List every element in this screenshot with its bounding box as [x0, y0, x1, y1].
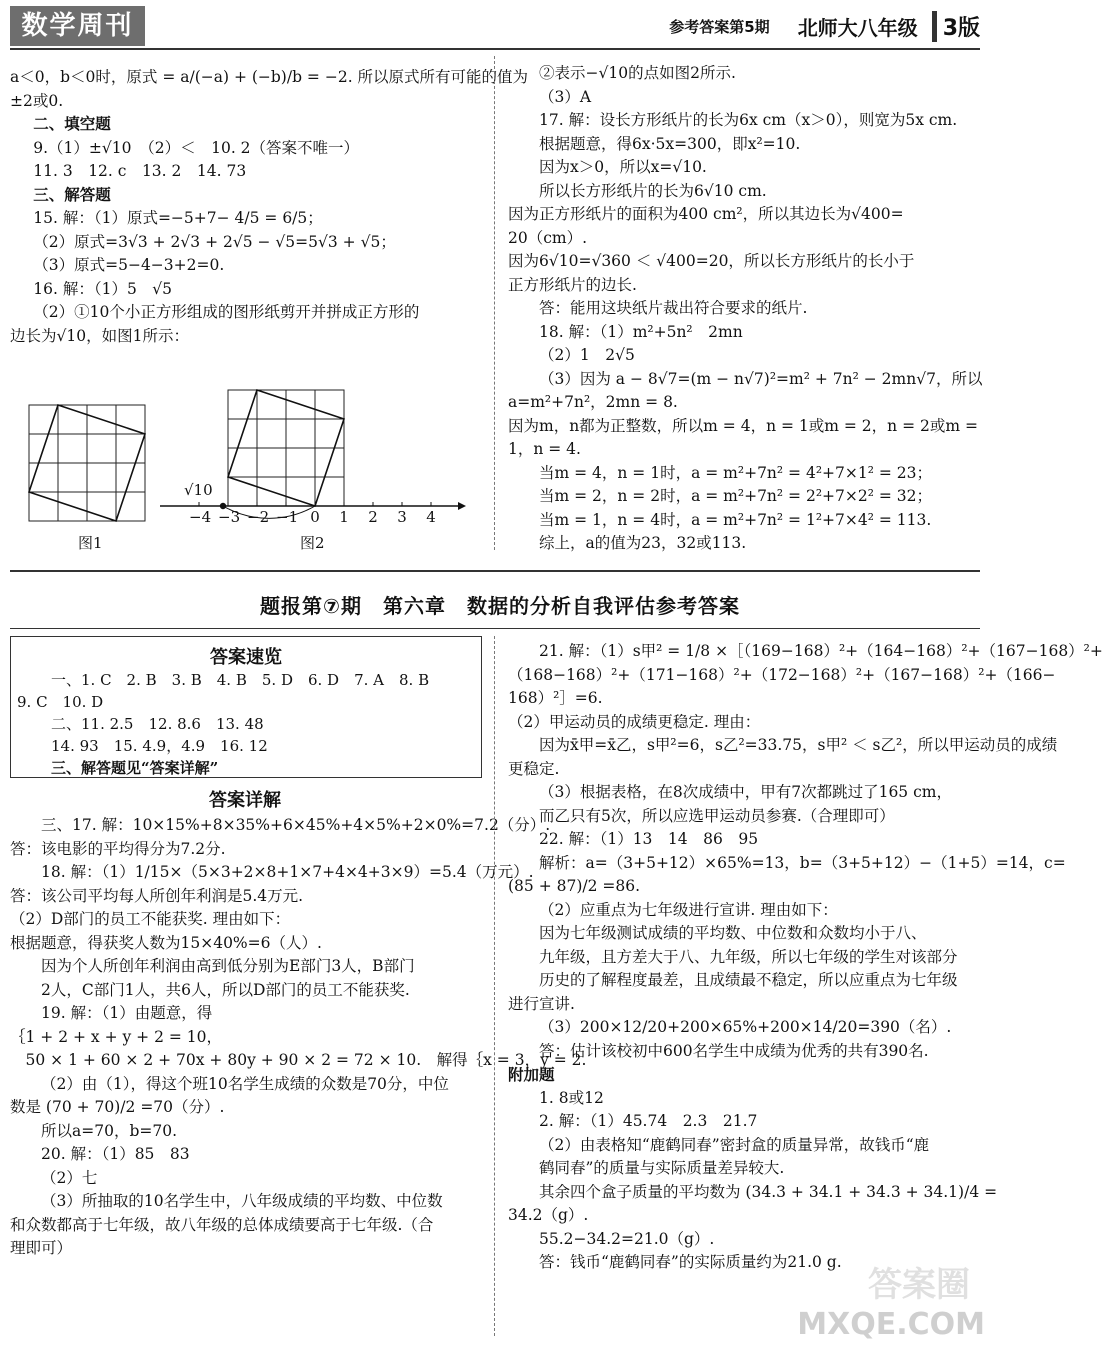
axis-tick-label: 0: [310, 508, 320, 526]
text-line: （3）A: [539, 87, 592, 106]
text-line: (85 + 87)/2 =86.: [508, 877, 641, 895]
text-line: 答：该公司平均每人所创年利润是5.4万元.: [10, 886, 304, 905]
text-line: 20（cm）.: [508, 228, 588, 247]
sqrt10-label: √10: [184, 481, 213, 499]
text-line: 根据题意，得获奖人数为15×40%=6（人）.: [10, 933, 322, 952]
figure-1-grid: [28, 404, 150, 526]
text-line: 11. 3 12. c 13. 2 14. 73: [33, 162, 247, 180]
text-line: 答：能用这块纸片裁出符合要求的纸片.: [539, 299, 808, 317]
answer-line: 一、1. C 2. B 3. B 4. B 5. D 6. D 7. A 8. B: [51, 671, 430, 689]
text-line: 正方形纸片的边长.: [508, 275, 637, 294]
text-line: 鹤同春”的质量与实际质量差异较大.: [539, 1159, 785, 1177]
text-line: 答：钱币“鹿鹤同春”的实际质量约为21.0 g.: [539, 1253, 842, 1271]
text-line: 而乙只有5次，所以应选甲运动员参赛.（合理即可）: [539, 806, 895, 825]
top-right-column: [508, 62, 983, 556]
text-line: 20. 解：（1）85 83: [41, 1145, 190, 1163]
text-line: （3）200×12/20+200×65%+200×14/20=390（名）.: [539, 1018, 952, 1036]
axis-tick-label: −3: [218, 508, 241, 526]
text-line: 1. 8或12: [539, 1088, 604, 1107]
detail-title: 答案详解: [209, 790, 281, 811]
page-header: [0, 0, 1000, 50]
figure-1-caption: 图1: [78, 534, 103, 552]
header-info: [669, 8, 980, 44]
text-line: 168）²］=6.: [508, 689, 603, 707]
axis-tick-label: 2: [368, 508, 378, 526]
answer-line: 9. C 10. D: [17, 693, 104, 711]
text-line: （3）原式=5−4−3+2=0.: [33, 256, 225, 274]
section-divider: [10, 570, 980, 572]
text-line: （2）七: [41, 1168, 98, 1187]
section-heading: 三、解答题: [33, 185, 111, 204]
text-line: 55.2−34.2=21.0（g）.: [539, 1229, 715, 1248]
text-line: 因为x̄甲=x̄乙，s甲²=6，s乙²=33.75，s甲² ＜ s乙²，所以甲运动员的成绩: [539, 736, 1058, 754]
axis-tick-label: −1: [276, 508, 299, 526]
answer-summary-box: [10, 636, 482, 778]
text-line: 三、17. 解：10×15%+8×35%+6×45%+4×5%+2×0%=7.2（分）.: [41, 816, 551, 834]
text-line: （2）应重点为七年级进行宣讲. 理由如下：: [539, 900, 838, 919]
section-title: 题报第⑦期 第六章 数据的分析自我评估参考答案: [260, 594, 740, 618]
text-line: （2）D部门的员工不能获奖. 理由如下：: [10, 910, 291, 928]
text-line: 因为6√10=√360 ＜ √400=20，所以长方形纸片的长小于: [508, 252, 915, 270]
watermark-logo: 答案圈: [868, 1265, 970, 1305]
text-line: （3）因为 a − 8√7=(m − n√7)²=m² + 7n² − 2mn√7，所以: [539, 369, 983, 388]
section-title-underline: [10, 628, 980, 629]
text-line: 因为正方形纸片的面积为400 cm²，所以其边长为√400=: [508, 205, 904, 223]
text-line: 和众数都高于七年级，故八年级的总体成绩要高于七年级.（合: [10, 1215, 434, 1234]
text-line: 当m = 4，n = 1时，a = m²+7n² = 4²+7×1² = 23；: [539, 463, 933, 482]
text-line: 理即可）: [10, 1239, 73, 1257]
text-line: 2. 解：（1）45.74 2.3 21.7: [539, 1112, 758, 1130]
answer-line: 14. 93 15. 4.9，4.9 16. 12: [51, 737, 268, 755]
text-line: （2）由表格知“鹿鹤同春”密封盒的质量异常，故钱币“鹿: [539, 1135, 930, 1154]
issue-label: 参考答案第5期: [669, 17, 770, 36]
text-line: 1，n = 4.: [508, 440, 581, 458]
top-left-column: [10, 66, 529, 348]
text-line: 答：该电影的平均得分为7.2分.: [10, 839, 226, 858]
text-line: 50 × 1 + 60 × 2 + 70x + 80y + 90 × 2 = 72 × 10. 解得｛x = 3，y = 2.: [10, 1051, 587, 1069]
text-line: （2）由（1），得这个班10名学生成绩的众数是70分，中位: [41, 1074, 449, 1093]
text-line: 所以a=70，b=70.: [41, 1121, 178, 1140]
text-line: 22. 解：（1）13 14 86 95: [539, 830, 759, 848]
text-line: 九年级，且方差大于八、九年级，所以七年级的学生对该部分: [539, 947, 958, 966]
column-divider-bottom: [494, 636, 495, 1336]
text-line: （2）①10个小正方形组成的图形纸剪开并拼成正方形的: [33, 303, 420, 321]
text-line: 进行宣讲.: [508, 994, 575, 1013]
text-line: 因为m，n都为正整数，所以m = 4，n = 1或m = 2，n = 2或m =: [508, 416, 978, 435]
text-line: 因为x＞0，所以x=√10.: [539, 158, 707, 176]
header-divider: [10, 48, 980, 50]
text-line: （168−168）²+（171−168）²+（172−168）²+（167−168）²+（166−: [508, 665, 1056, 684]
text-line: ±2或0.: [10, 91, 64, 110]
text-line: （2）甲运动员的成绩更稳定. 理由：: [508, 712, 761, 731]
text-line: （2）1 2√5: [539, 346, 635, 364]
text-line: ｛1 + 2 + x + y + 2 = 10，: [10, 1027, 223, 1046]
text-line: 附加题: [508, 1065, 555, 1084]
section-heading: 二、填空题: [33, 115, 111, 133]
text-line: ②表示−√10的点如图2所示.: [539, 64, 736, 82]
grade-label: 北师大八年级: [797, 15, 918, 40]
text-line: 历史的了解程度最差，且成绩最不稳定，所以应重点为七年级: [539, 971, 958, 989]
text-line: 答：估计该校初中600名学生中成绩为优秀的共有390名.: [539, 1041, 929, 1060]
text-line: 16. 解：（1）5 √5: [33, 279, 173, 298]
axis-tick-label: −2: [247, 508, 270, 526]
axis-tick-label: −4: [189, 508, 212, 526]
text-line: 综上，a的值为23，32或113.: [539, 534, 747, 552]
publication-logo: 数学周刊: [10, 6, 145, 46]
text-line: 因为七年级测试成绩的平均数、中位数和众数均小于八、: [539, 924, 927, 942]
answer-line: 三、解答题见“答案详解”: [51, 759, 219, 777]
text-line: 2人，C部门1人，共6人，所以D部门的员工不能获奖.: [41, 980, 410, 999]
text-line: （3）根据表格，在8次成绩中，甲有7次都跳过了165 cm，: [539, 783, 952, 801]
figure-2-caption: 图2: [300, 534, 325, 552]
answer-summary-title: 答案速览: [210, 647, 282, 668]
text-line: 边长为√10，如图1所示：: [10, 326, 189, 345]
text-line: 解析：a=（3+5+12）×65%=13，b=（3+5+12）−（1+5）=14，c=: [539, 853, 1066, 872]
text-line: 当m = 2，n = 2时，a = m²+7n² = 2²+7×2² = 32；: [539, 487, 933, 505]
text-line: 更稳定.: [508, 759, 560, 778]
bottom-right-column: [508, 640, 1103, 1275]
text-line: 18. 解：（1）m²+5n² 2mn: [539, 322, 743, 341]
text-line: 21. 解：（1）s甲² = 1/8 ×［（169−168）²+（164−168）²+（167−168）²+: [539, 642, 1103, 660]
text-line: 19. 解：（1）由题意，得: [41, 1004, 213, 1022]
text-line: （2）原式=3√3 + 2√3 + 2√5 − √5=5√3 + √5；: [33, 232, 396, 251]
text-line: a＜0，b＜0时，原式 = a/(−a) + (−b)/b = −2. 所以原式所有可能的值为: [10, 68, 529, 86]
answer-line: 二、11. 2.5 12. 8.6 13. 48: [51, 715, 264, 733]
text-line: 数是 (70 + 70)/2 =70（分）.: [10, 1098, 225, 1116]
text-line: a=m²+7n²，2mn = 8.: [508, 393, 678, 411]
axis-tick-label: 4: [426, 508, 436, 526]
column-divider-top: [494, 56, 495, 550]
version-label: 3版: [932, 11, 980, 42]
text-line: 9.（1）±√10 （2）＜ 10. 2（答案不唯一）: [33, 138, 360, 157]
watermark-url: MXQE.COM: [797, 1307, 985, 1342]
text-line: 17. 解：设长方形纸片的长为6x cm（x＞0），则宽为5x cm.: [539, 111, 958, 129]
axis-tick-label: 3: [397, 508, 407, 526]
axis-tick-label: 1: [339, 508, 349, 526]
text-line: 其余四个盒子质量的平均数为 (34.3 + 34.1 + 34.3 + 34.1)/4 =: [539, 1182, 998, 1201]
text-line: 因为个人所创年利润由高到低分别为E部门3人，B部门: [41, 957, 415, 975]
text-line: 18. 解：（1）1/15×（5×3+2×8+1×7+4×4+3×9）=5.4（万元）.: [41, 863, 534, 881]
text-line: （3）所抽取的10名学生中，八年级成绩的平均数、中位数: [41, 1192, 443, 1210]
text-line: 34.2（g）.: [508, 1206, 589, 1224]
text-line: 当m = 1，n = 4时，a = m²+7n² = 1²+7×4² = 113.: [539, 510, 932, 529]
text-line: 15. 解：（1）原式=−5+7− 4/5 = 6/5；: [33, 209, 323, 227]
text-line: 根据题意，得6x·5x=300，即x²=10.: [539, 134, 801, 153]
text-line: 所以长方形纸片的长为6√10 cm.: [539, 181, 767, 200]
